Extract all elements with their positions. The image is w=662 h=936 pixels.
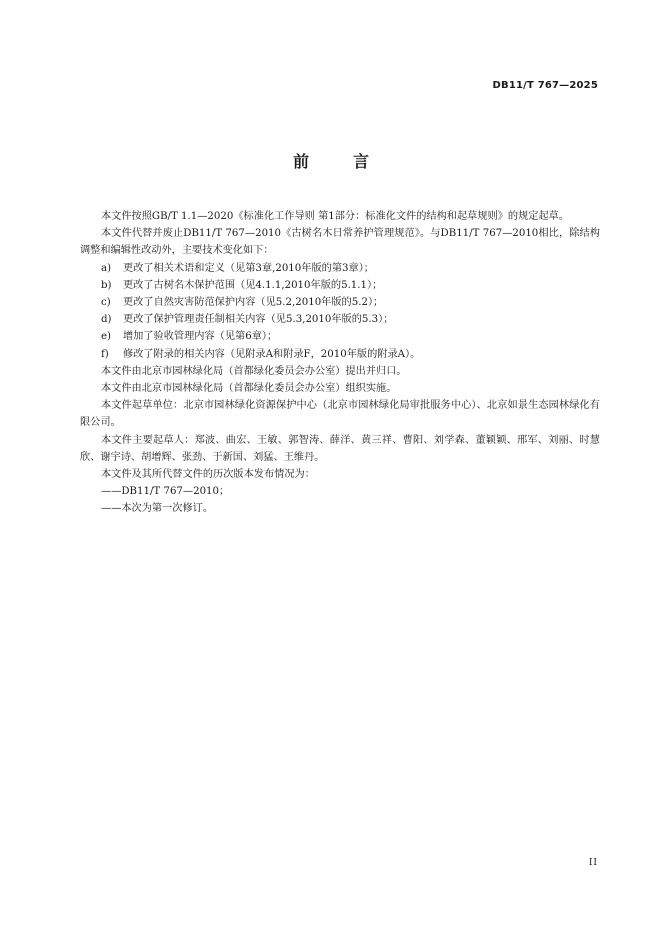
paragraph-history-intro: 本文件及其所代替文件的历次版本发布情况为： xyxy=(101,469,315,481)
list-item xyxy=(80,346,600,363)
page-title: 前 言 xyxy=(292,152,383,171)
standard-code: DB11/T 767—2025 xyxy=(492,80,598,91)
list-item-mark: e) xyxy=(101,331,112,343)
list-item-mark: a) xyxy=(101,262,112,274)
foreword-body xyxy=(80,208,600,518)
paragraph-replacement: 本文件代替并废止DB11/T 767—2010《古树名木日常养护管理规范》。与DB11/T 767—2010相比，除结构调整和编辑性改动外，主要技术变化如下： xyxy=(80,228,600,257)
list-item xyxy=(80,294,600,311)
list-item-mark: c) xyxy=(101,297,111,309)
list-item-mark: f) xyxy=(101,348,109,360)
history-item: ——本次为第一次修订。 xyxy=(101,503,214,515)
list-item-mark: b) xyxy=(101,279,112,291)
list-item-text: 更改了保护管理责任制相关内容（见5.3,2010年版的5.3）； xyxy=(123,314,394,326)
list-item-text: 更改了自然灾害防范保护内容（见5.2,2010年版的5.2）； xyxy=(123,297,384,309)
list-item xyxy=(80,311,600,328)
list-item-text: 增加了验收管理内容（见第6章）； xyxy=(123,331,278,343)
changes-list xyxy=(80,260,600,363)
paragraph-drafting-rules: 本文件按照GB/T 1.1—2020《标准化工作导则 第1部分：标准化文件的结构和起草规则》的规定起草。 xyxy=(101,211,570,222)
list-item-text: 更改了相关术语和定义（见第3章,2010年版的第3章）； xyxy=(123,262,374,274)
paragraph-proposer: 本文件由北京市园林绿化局（首都绿化委员会办公室）提出并归口。 xyxy=(101,365,407,377)
paragraph-drafters: 本文件主要起草人：郑波、曲宏、王敏、郭智涛、薛洋、黄三祥、曹阳、刘学森、董颖颖、邢军、刘丽、时慧欣、谢宇诗、胡增辉、张劲、于新国、刘猛、王维丹。 xyxy=(80,434,600,463)
list-item-text: 更改了古树名木保护范围（见4.1.1,2010年版的5.1.1）； xyxy=(123,279,383,291)
list-item xyxy=(80,277,600,294)
paragraph-drafting-units: 本文件起草单位：北京市园林绿化资源保护中心（北京市园林绿化局审批服务中心）、北京如景生态园林绿化有限公司。 xyxy=(80,400,600,429)
history-item: ——DB11/T 767—2010； xyxy=(101,486,230,498)
list-item xyxy=(80,260,600,277)
list-item-text: 修改了附录的相关内容（见附录A和附录F，2010年版的附录A）。 xyxy=(123,348,421,360)
list-item xyxy=(80,328,600,345)
page-number: II xyxy=(588,858,598,868)
paragraph-implementer: 本文件由北京市园林绿化局（首都绿化委员会办公室）组织实施。 xyxy=(101,383,397,395)
list-item-mark: d) xyxy=(101,314,112,326)
